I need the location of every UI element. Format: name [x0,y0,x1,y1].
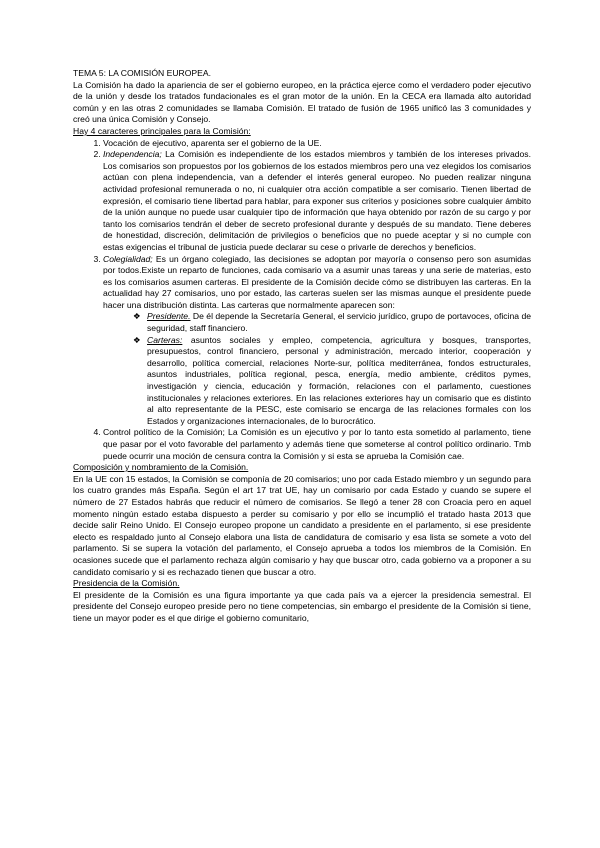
sub-item-text: De él depende la Secretaría General, el servicio jurídico, grupo de portavoces, oficina de seguridad, staff financiero. [147,311,531,334]
list-item-label: Colegialidad; [103,253,153,264]
document-title: TEMA 5: LA COMISIÓN EUROPEA. [73,68,212,78]
document-page [73,68,531,625]
section-heading-presidency: Presidencia de la Comisión. [73,578,180,589]
list-item-text: La Comisión es independiente de los estados miembros y también de los intereses privados. Los comisarios son propuestos por los gobiernos de los estados miembros pero una vez elegidos los comisarios actúan con plena independencia, van a defender el interés general europeo. No pueden realizar ninguna actividad profesional remunerada o no, ni cualquier otra acción compatible a ser comisario. Tienen libertad de expresión, el comisario tiene libertad para hablar, para exponer sus criterios y posiciones sobre cualquier ámbito de la unión aunque no puede usar cualquier tipo de información que haya obtenido por razón de su cargo y por tanto los comisarios tendrán el deber de secreto profesional durante y después de su mandato. Tiene deberes de honestidad, discreción, delimitación de privilegios o beneficios que no puede aceptar y si no cumple con estas exigencias el tribunal de justicia puede declarar su cese o privarle de derechos y beneficios. [103,149,531,252]
list-item-text: Control político de la Comisión; La Comisión es un ejecutivo y por lo tanto esta sometido al parlamento, tiene que pasar por el voto favorable del parlamento y además tiene que someterse al control político ordinario. Tmb puede ocurrir una moción de censura contra la Comisión y si esta se aprueba la Comisión cae. [103,427,531,461]
list-item [103,149,531,253]
list-item [103,138,531,150]
diamond-bullet-icon: ❖ [133,311,141,322]
sub-item-label: Carteras: [147,334,183,345]
section-heading-characters: Hay 4 caracteres principales para la Comisión: [73,125,251,136]
intro-paragraph: La Comisión ha dado la apariencia de ser el gobierno europeo, en la práctica ejerce como el verdadero poder ejecutivo de la unión y desde los tratados fundacionales es el gran motor de la unión. En la CECA era llamada alto autoridad común y en las otras 2 comunidades se llamaba Comisión. El tratado de fusión de 1965 unificó las 3 comunidades y creó una única Comisión y Consejo. [73,79,531,125]
sub-list-item [133,311,531,334]
sub-item-text: asuntos sociales y empleo, competencia, agricultura y bosques, transportes, presupuestos, control financiero, personal y administración, mercado interior, cooperación y desarrollo, política comercial, relaciones Norte-sur, política mediterránea, fondos estructurales, asuntos industriales, política regional, pesca, energía, medio ambiente, créditos pymes, investigación y ciencia, educación y formación, relaciones con el parlamento, cuestiones institucionales y relaciones exteriores. En las relaciones exteriores hay un comisario que es distinto al alto representante de la PESC, este comisario se encarga de las relaciones formales con los Estados y organizaciones internacionales, de lo burocrático. [147,334,531,426]
portfolio-list [103,311,531,427]
list-item-text: Vocación de ejecutivo, aparenta ser el gobierno de la UE. [103,137,322,148]
list-item [103,427,531,462]
characters-list [73,138,531,463]
list-item [103,254,531,428]
diamond-bullet-icon: ❖ [133,334,141,345]
sub-list-item [133,335,531,428]
composition-paragraph: En la UE con 15 estados, la Comisión se componía de 20 comisarios; uno por cada Estado miembro y un segundo para los cuatro grandes más España. Según el art 17 trat UE, hay un comisario por cada Estado y cuando se supere el número de 27 Estados habrás que reducir el número de comisarios. Se llegó a tener 28 con Croacia pero en aquel momento ningún estado estaba dispuesto a perder su comisario y por ello se incumplió el tratado hasta 2013 que decide salir Reino Unido. El Consejo europeo propone un candidato a presidente en el parlamento, si ese presidente electo es respaldado junto al Consejo elabora una lista de candidatura de comisario y esa lista se somete a voto del parlamento. Si se supera la votación del parlamento, el Consejo aprueba a todos los miembros de la Comisión. En ocasiones sucede que el parlamento rechaza algún comisario y hay que buscar otro, cada gobierno va a proponer a su candidato comisario y si es rechazado tienen que buscar a otro. [73,473,531,577]
section-heading-composition: Composición y nombramiento de la Comisión. [73,462,249,473]
presidency-paragraph: El presidente de la Comisión es una figura importante ya que cada país va a ejercer la presidencia semestral. El presidente del Consejo europeo preside pero no tiene competencias, sin embargo el presidente de la Comisión si tiene, tiene un mayor poder es el que dirige el gobierno comunitario, [73,589,531,623]
list-item-text: Es un órgano colegiado, las decisiones se adoptan por mayoría o consenso pero son asumidas por todos.Existe un reparto de funciones, cada comisario va a asumir unas tareas y una serie de materias, esto es los comisarios asumen carteras. El presidente de la Comisión decide cómo se distribuyen las carteras. En la actualidad hay 27 comisarios, uno por estado, las carteras suelen ser las mismas aunque el presidente puede hacer una distribución distinta. Las carteras que normalmente aparecen son: [103,253,531,310]
sub-item-label: Presidente. [147,311,191,322]
list-item-label: Independencia; [103,149,162,160]
